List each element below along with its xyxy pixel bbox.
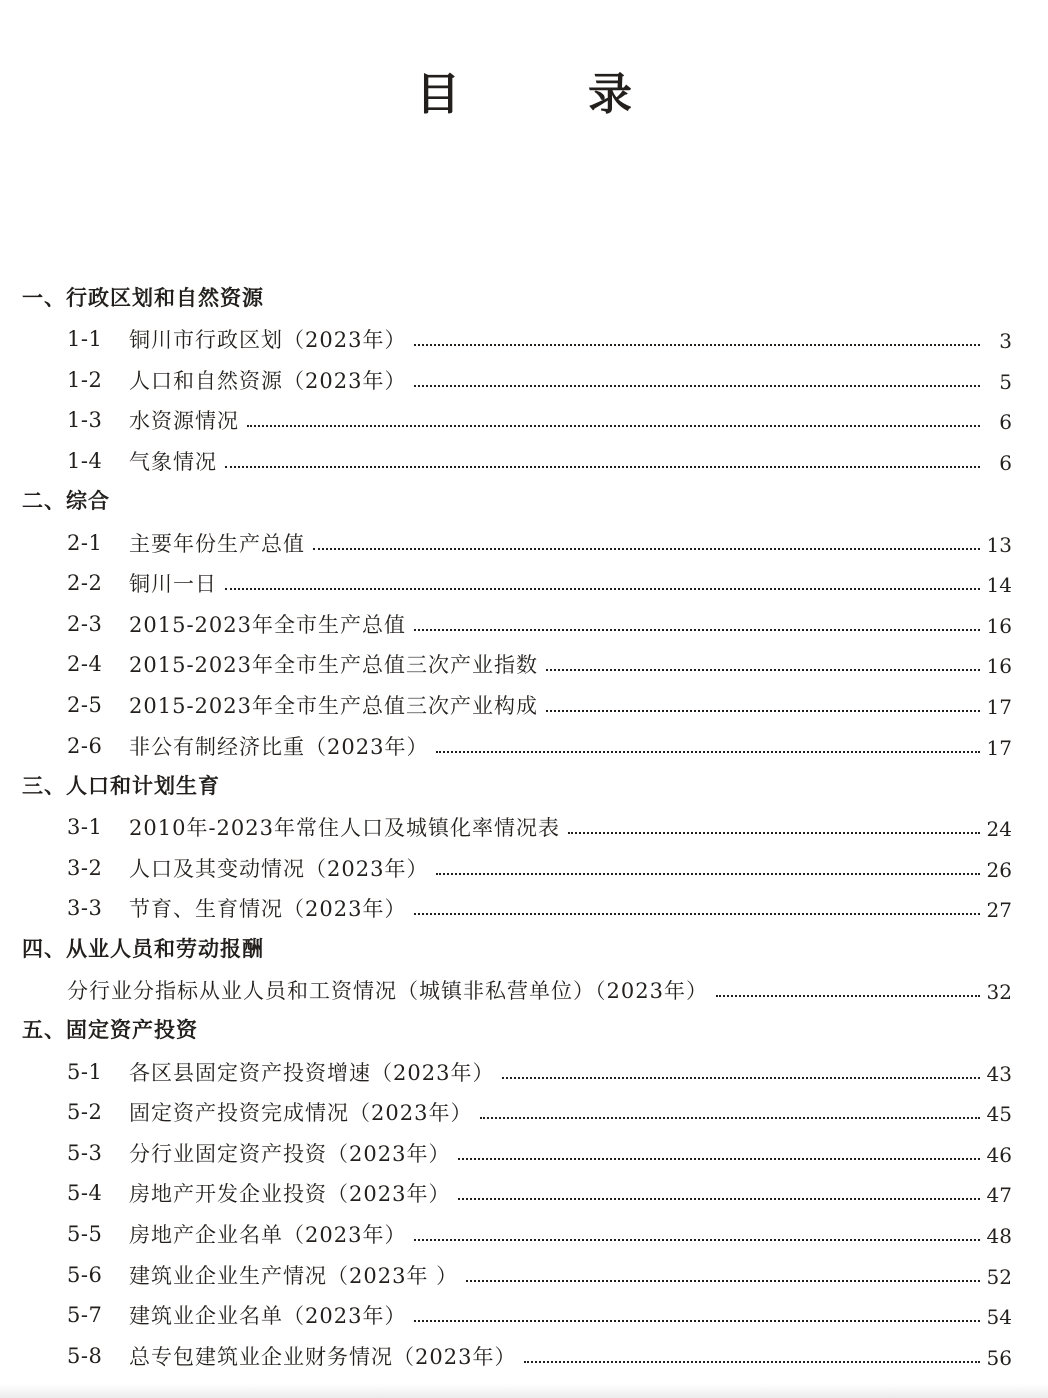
- toc-entry[interactable]: [22, 1214, 1012, 1255]
- entry-number: 2-6: [67, 733, 103, 758]
- toc-entry[interactable]: [22, 685, 1012, 726]
- entry-page-number: 16: [986, 613, 1012, 638]
- entry-number: 2-2: [67, 571, 103, 596]
- entry-number: 1-1: [67, 327, 103, 352]
- entry-page-number: 47: [986, 1183, 1012, 1208]
- entry-label: 主要年份生产总值: [129, 531, 305, 556]
- dot-leader: [436, 873, 980, 875]
- entry-number: 1-3: [67, 408, 103, 433]
- entry-page-number: 6: [999, 410, 1012, 435]
- entry-label: 非公有制经济比重（2023年）: [129, 734, 429, 759]
- entry-number: 5-1: [67, 1059, 103, 1084]
- entry-label: 2010年-2023年常住人口及城镇化率情况表: [129, 816, 560, 841]
- dot-leader: [414, 913, 980, 915]
- dot-leader: [414, 1239, 980, 1241]
- toc-entry[interactable]: [22, 848, 1012, 889]
- entry-label: 各区县固定资产投资增速（2023年）: [129, 1060, 495, 1085]
- toc-entry[interactable]: [22, 1254, 1012, 1295]
- entry-number: 2-1: [67, 530, 103, 555]
- entry-page-number: 3: [999, 329, 1012, 354]
- entry-page-number: 54: [986, 1305, 1012, 1330]
- entry-label: 节育、生育情况（2023年）: [129, 897, 407, 922]
- toc-entry[interactable]: [22, 888, 1012, 929]
- entry-label: 房地产开发企业投资（2023年）: [129, 1182, 451, 1207]
- toc-entry[interactable]: [22, 400, 1012, 441]
- toc-entry[interactable]: [22, 1295, 1012, 1336]
- entry-label: 2015-2023年全市生产总值: [129, 612, 406, 637]
- dot-leader: [546, 710, 980, 712]
- entry-label: 分行业固定资产投资（2023年）: [129, 1141, 451, 1166]
- section-heading: 四、从业人员和劳动报酬: [22, 936, 264, 961]
- toc-entry[interactable]: [22, 360, 1012, 401]
- entry-number: 2-3: [67, 611, 103, 636]
- dot-leader: [716, 995, 980, 997]
- entry-page-number: 27: [986, 898, 1012, 923]
- section-heading: 二、综合: [22, 489, 110, 514]
- entry-label: 人口及其变动情况（2023年）: [129, 856, 429, 881]
- title-char-1: 目: [416, 69, 460, 120]
- entry-label: 铜川一日: [129, 572, 217, 597]
- entry-label: 建筑业企业名单（2023年）: [129, 1304, 407, 1329]
- entry-page-number: 56: [986, 1345, 1012, 1370]
- toc-entry[interactable]: [22, 807, 1012, 848]
- entry-number: 5-5: [67, 1221, 103, 1246]
- entry-page-number: 32: [986, 980, 1012, 1005]
- entry-page-number: 17: [986, 695, 1012, 720]
- entry-label: 总专包建筑业企业财务情况（2023年）: [129, 1344, 517, 1369]
- dot-leader: [458, 1158, 980, 1160]
- section-heading: 三、人口和计划生育: [22, 773, 220, 798]
- entry-label: 人口和自然资源（2023年）: [129, 368, 407, 393]
- toc-entry[interactable]: [22, 1335, 1012, 1376]
- dot-leader: [546, 669, 980, 671]
- entry-page-number: 26: [986, 857, 1012, 882]
- entry-number: 5-8: [67, 1343, 103, 1368]
- dot-leader: [502, 1077, 980, 1079]
- dot-leader: [414, 385, 980, 387]
- toc-entry[interactable]: [22, 604, 1012, 645]
- dot-leader: [524, 1361, 980, 1363]
- toc-entry[interactable]: [22, 522, 1012, 563]
- entry-number: 5-4: [67, 1181, 103, 1206]
- entry-number: 1-4: [67, 449, 103, 474]
- entry-number: 5-3: [67, 1140, 103, 1165]
- entry-number: 5-2: [67, 1100, 103, 1125]
- entry-page-number: 14: [986, 573, 1012, 598]
- toc-entry[interactable]: [22, 563, 1012, 604]
- dot-leader: [414, 1320, 980, 1322]
- toc-entry[interactable]: [22, 1173, 1012, 1214]
- toc-entry[interactable]: [22, 1133, 1012, 1174]
- entry-page-number: 6: [999, 451, 1012, 476]
- toc-entry[interactable]: [22, 441, 1012, 482]
- table-of-contents: [22, 278, 1012, 1376]
- page-bottom-shadow: [0, 1384, 1048, 1398]
- dot-leader: [414, 629, 980, 631]
- dot-leader: [225, 466, 980, 468]
- toc-entry[interactable]: [22, 725, 1012, 766]
- entry-label: 气象情况: [129, 450, 217, 475]
- entry-number: 3-1: [67, 815, 103, 840]
- page-title: [0, 58, 1048, 122]
- dot-leader: [414, 344, 980, 346]
- entry-page-number: 17: [986, 735, 1012, 760]
- entry-number: 2-4: [67, 652, 103, 677]
- entry-number: 5-7: [67, 1303, 103, 1328]
- entry-page-number: 24: [986, 817, 1012, 842]
- dot-leader: [225, 588, 980, 590]
- dot-leader: [247, 425, 980, 427]
- entry-label: 铜川市行政区划（2023年）: [129, 328, 407, 353]
- entry-label: 固定资产投资完成情况（2023年）: [129, 1101, 473, 1126]
- entry-label: 2015-2023年全市生产总值三次产业指数: [129, 653, 538, 678]
- entry-number: 3-2: [67, 855, 103, 880]
- entry-label: 水资源情况: [129, 409, 239, 434]
- entry-page-number: 43: [986, 1061, 1012, 1086]
- entry-page-number: 16: [986, 654, 1012, 679]
- toc-entry[interactable]: [22, 319, 1012, 360]
- title-char-2: 录: [588, 69, 632, 120]
- dot-leader: [436, 751, 980, 753]
- entry-label: 分行业分指标从业人员和工资情况（城镇非私营单位）（2023年）: [67, 979, 708, 1004]
- entry-label: 房地产企业名单（2023年）: [129, 1222, 407, 1247]
- entry-label: 建筑业企业生产情况（2023年 ）: [129, 1263, 459, 1288]
- entry-page-number: 52: [986, 1264, 1012, 1289]
- toc-entry[interactable]: [22, 644, 1012, 685]
- entry-page-number: 5: [999, 369, 1012, 394]
- entry-number: 5-6: [67, 1262, 103, 1287]
- entry-number: 3-3: [67, 896, 103, 921]
- entry-page-number: 46: [986, 1142, 1012, 1167]
- toc-entry[interactable]: [22, 1051, 1012, 1092]
- dot-leader: [480, 1117, 980, 1119]
- section-heading: 一、行政区划和自然资源: [22, 286, 264, 310]
- entry-page-number: 48: [986, 1223, 1012, 1248]
- dot-leader: [466, 1280, 980, 1282]
- dot-leader: [313, 548, 980, 550]
- toc-entry[interactable]: [22, 970, 1012, 1011]
- dot-leader: [568, 832, 980, 834]
- section-heading: 五、固定资产投资: [22, 1018, 198, 1043]
- entry-page-number: 13: [986, 532, 1012, 557]
- entry-label: 2015-2023年全市生产总值三次产业构成: [129, 694, 538, 719]
- toc-entry[interactable]: [22, 1092, 1012, 1133]
- entry-page-number: 45: [986, 1102, 1012, 1127]
- dot-leader: [458, 1198, 980, 1200]
- entry-number: 2-5: [67, 693, 103, 718]
- entry-number: 1-2: [67, 367, 103, 392]
